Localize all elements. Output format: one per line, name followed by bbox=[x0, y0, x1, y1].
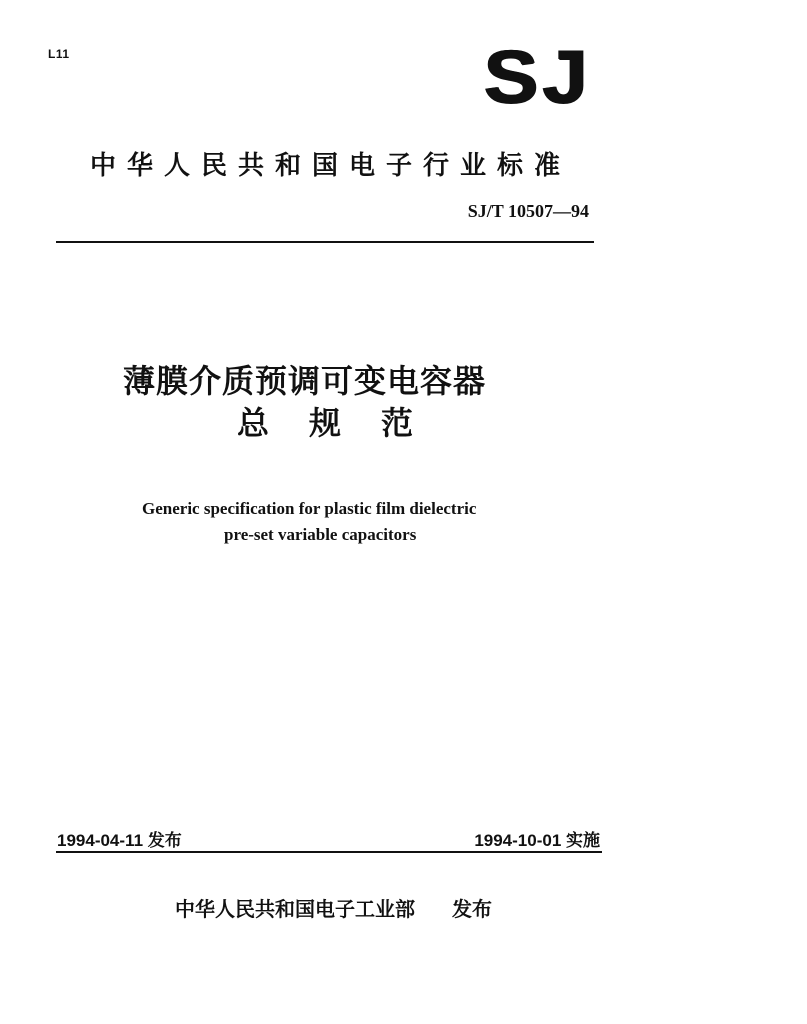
standard-number: SJ/T 10507—94 bbox=[467, 201, 589, 221]
standard-category-title: 中华人民共和国电子行业标准 bbox=[90, 151, 572, 181]
english-title-line1: Generic specification for plastic film dielectric bbox=[142, 499, 477, 518]
bottom-divider bbox=[56, 851, 602, 853]
publisher-name: 中华人民共和国电子工业部 bbox=[175, 897, 415, 921]
implementation-date: 1994-10-01 实施 bbox=[474, 831, 600, 850]
chinese-title-line2: 总规范 bbox=[237, 404, 454, 442]
publish-label: 发布 bbox=[452, 897, 492, 921]
english-title-line2: pre-set variable capacitors bbox=[224, 525, 417, 544]
chinese-title-line1: 薄膜介质预调可变电容器 bbox=[123, 362, 487, 400]
issue-date: 1994-04-11 发布 bbox=[57, 831, 182, 850]
classification-code: L11 bbox=[48, 47, 70, 61]
sj-logo: SJ bbox=[483, 35, 592, 120]
top-divider bbox=[56, 241, 594, 243]
